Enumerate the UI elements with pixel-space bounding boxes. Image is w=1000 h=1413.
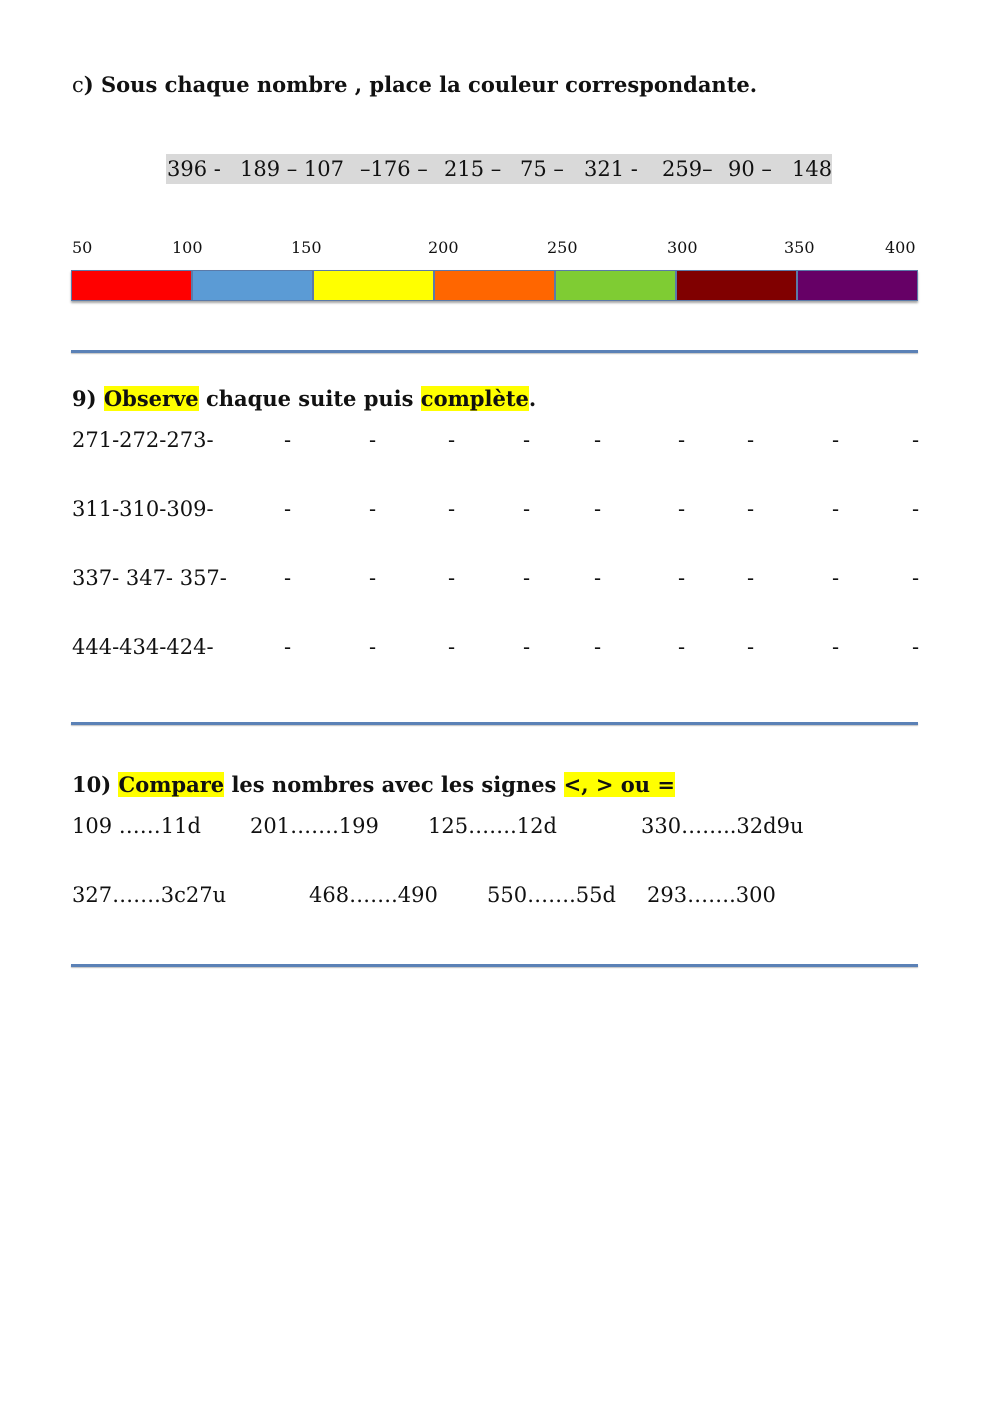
sequence-row [72, 566, 932, 596]
scale-label: 100 [172, 238, 203, 257]
blank-dash: - [678, 497, 686, 521]
blank-dash: - [523, 635, 531, 659]
sequence-row [72, 497, 932, 527]
number-item: 215 – [444, 157, 502, 181]
highlight-compare: Compare [118, 772, 225, 797]
scale-label: 250 [547, 238, 578, 257]
exercise-9-period: . [528, 386, 537, 411]
number-item: 259– [662, 157, 713, 181]
comparison-item: 330……..32d9u [641, 814, 804, 838]
blank-dash: - [912, 497, 920, 521]
highlight-signs: <, > ou = [563, 772, 675, 797]
scale-label: 150 [291, 238, 322, 257]
color-segment [434, 270, 555, 301]
comparison-item: 327…….3c27u [72, 883, 227, 907]
blank-dash: - [523, 428, 531, 452]
highlight-observe: Observe [103, 386, 199, 411]
scale-label: 400 [885, 238, 916, 257]
scale-label: 350 [784, 238, 815, 257]
exercise-9-number: 9) [72, 386, 97, 411]
comparison-item: 201…….199 [250, 814, 379, 838]
exercise-10-number: 10) [72, 772, 112, 797]
blank-dash: - [284, 566, 292, 590]
blank-dash: - [523, 566, 531, 590]
blank-dash: - [747, 497, 755, 521]
number-item: 75 – [520, 157, 564, 181]
color-scale-bar [71, 270, 918, 301]
scale-label: 50 [72, 238, 93, 257]
blank-dash: - [369, 497, 377, 521]
blank-dash: - [747, 635, 755, 659]
comparison-item: 109 ……11d [72, 814, 201, 838]
exercise-c-title: ) Sous chaque nombre , place la couleur correspondante. [83, 72, 758, 97]
numbers-list [166, 154, 832, 184]
color-segment [797, 270, 918, 301]
blank-dash: - [369, 428, 377, 452]
blank-dash: - [678, 428, 686, 452]
comparison-item: 125…….12d [428, 814, 557, 838]
blank-dash: - [448, 635, 456, 659]
color-segment [192, 270, 313, 301]
exercise-10-heading [72, 772, 675, 797]
exercise-10-text: les nombres avec les signes [224, 772, 564, 797]
number-item: 396 - [167, 157, 221, 181]
comparison-item: 468…….490 [309, 883, 438, 907]
blank-dash: - [369, 566, 377, 590]
number-item: –176 – [360, 157, 428, 181]
blank-dash: - [912, 566, 920, 590]
exercise-9-text: chaque suite puis [198, 386, 421, 411]
sequence-start: 271-272-273- [72, 428, 214, 452]
blank-dash: - [678, 566, 686, 590]
comparison-item: 550…….55d [487, 883, 616, 907]
sequence-row [72, 428, 932, 458]
blank-dash: - [747, 428, 755, 452]
sequence-start: 337- 347- 357- [72, 566, 227, 590]
section-divider [71, 350, 918, 353]
blank-dash: - [678, 635, 686, 659]
sequence-start: 311-310-309- [72, 497, 214, 521]
blank-dash: - [448, 566, 456, 590]
blank-dash: - [284, 635, 292, 659]
color-segment [71, 270, 192, 301]
blank-dash: - [594, 497, 602, 521]
blank-dash: - [448, 428, 456, 452]
number-item: 90 – [728, 157, 772, 181]
number-item: 321 - [584, 157, 638, 181]
blank-dash: - [832, 566, 840, 590]
blank-dash: - [523, 497, 531, 521]
exercise-c-letter: c [72, 73, 84, 97]
number-item: 189 – 107 [240, 157, 345, 181]
blank-dash: - [284, 428, 292, 452]
exercise-9-heading [72, 386, 536, 411]
blank-dash: - [912, 428, 920, 452]
scale-label: 200 [428, 238, 459, 257]
color-segment [313, 270, 434, 301]
blank-dash: - [448, 497, 456, 521]
blank-dash: - [284, 497, 292, 521]
blank-dash: - [594, 428, 602, 452]
section-divider [71, 964, 918, 967]
number-item: 148 [792, 157, 833, 181]
blank-dash: - [369, 635, 377, 659]
highlight-complete: complète [420, 386, 529, 411]
color-segment [676, 270, 797, 301]
section-divider [71, 722, 918, 725]
exercise-c-heading [72, 72, 757, 97]
blank-dash: - [747, 566, 755, 590]
color-segment [555, 270, 676, 301]
blank-dash: - [594, 635, 602, 659]
sequence-row [72, 635, 932, 665]
blank-dash: - [912, 635, 920, 659]
comparison-item: 293…….300 [647, 883, 776, 907]
sequence-start: 444-434-424- [72, 635, 214, 659]
scale-label: 300 [667, 238, 698, 257]
blank-dash: - [832, 635, 840, 659]
blank-dash: - [832, 428, 840, 452]
blank-dash: - [832, 497, 840, 521]
blank-dash: - [594, 566, 602, 590]
